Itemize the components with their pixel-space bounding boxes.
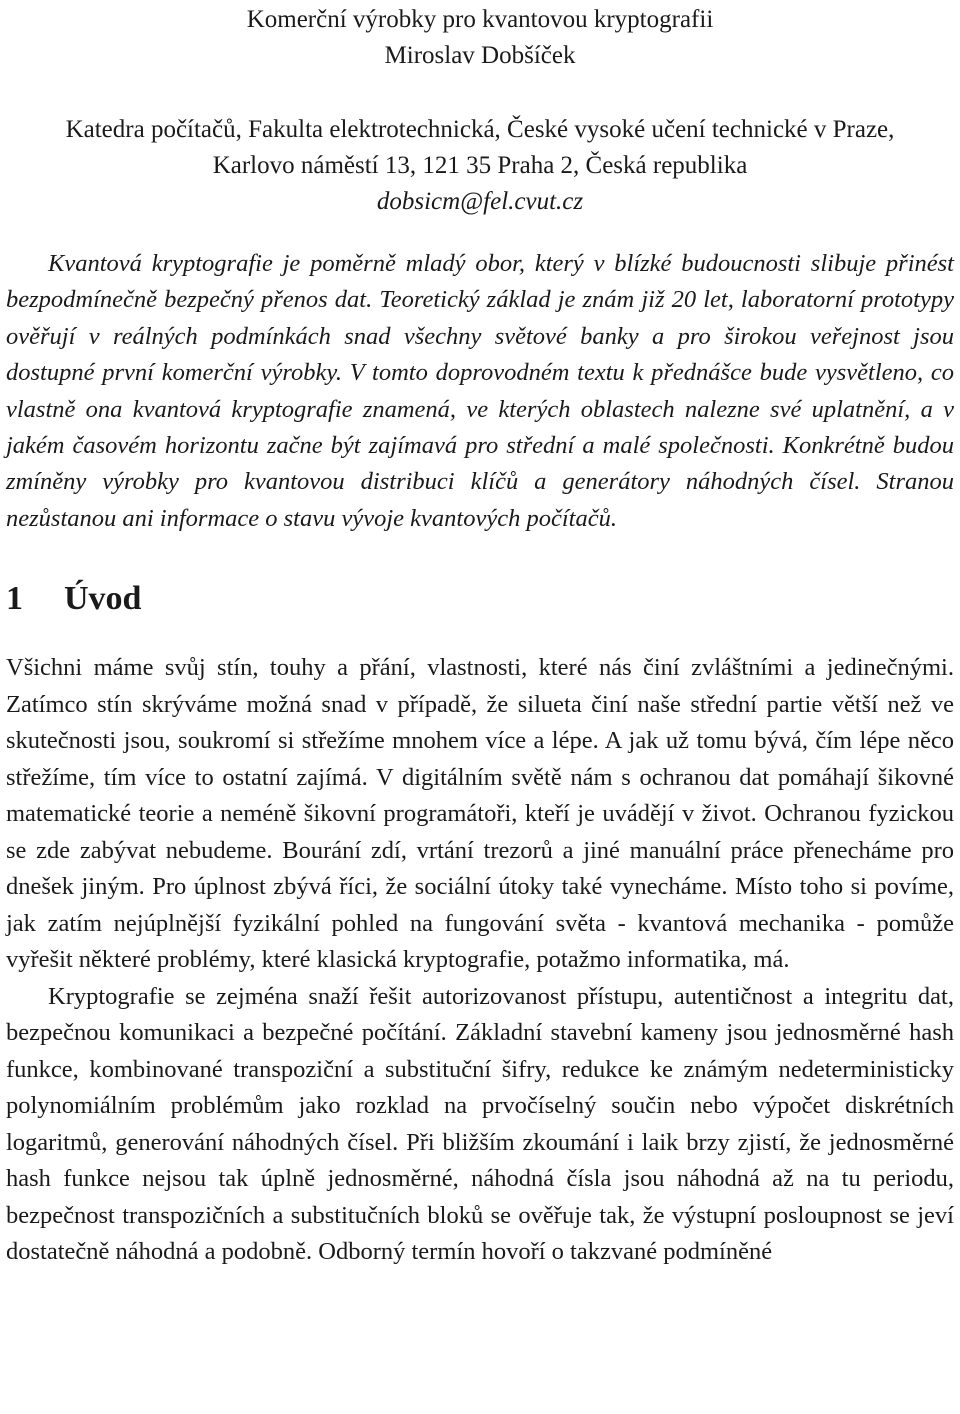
section-title: Úvod (64, 580, 142, 618)
paragraph-cryptography: Kryptografie se zejména snaží řešit autorizovanost přístupu, autentičnost a integritu dat, bezpečnou komunikaci a bezpečné počítání. Základní stavební kameny jsou jednosměrné hash funkce, kombinované transpoziční a substituční šifry, redukce ke známým nedeterministicky polynomiálním problémům jako rozklad na prvočíselný součin nebo výpočet diskrétních logaritmů, generování náhodných čísel. Při bližším zkoumání i laik brzy zjistí, že jednosměrné hash funkce nejsou tak úplně jednosměrné, náhodná čísla jsou náhodná až na tu periodu, bezpečnost transpozičních a substitučních bloků se ověřuje tak, že výstupní posloupnost se jeví dostatečně náhodná a podobně. Odborný termín hovoří o takzvané podmíněné (6, 982, 954, 1266)
affiliation-line-1: Katedra počítačů, Fakulta elektrotechnická, České vysoké učení technické v Praze, (65, 116, 895, 143)
paragraph-intro: Všichni máme svůj stín, touhy a přání, vlastnosti, které nás činí zvláštními a jedinečnými. Zatímco stín skrýváme možná snad v případě, že silueta činí naše střední partie větší než ve skutečnosti jsou, soukromí si střežíme mnohem více a lépe. A jak už tomu bývá, čím lépe něco střežíme, tím více to ostatní zajímá. V digitálním světě nám s ochranou dat pomáhají šikovné matematické teorie a neméně šikovní programátoři, kteří je uvádějí v život. Ochranou fyzickou se zde zabývat nebudeme. Bourání zdí, vrtání trezorů a jiné manuální práce přenecháme pro dnešek jiným. Pro úplnost zbývá říci, že sociální útoky také vynecháme. Místo toho si povíme, jak zatím nejúplnější fyzikální pohled na fungování světa - kvantová mechanika - pomůže vyřešit některé problémy, které klasická kryptografie, potažmo informatika, má. (6, 654, 954, 974)
author-name: Miroslav Dobšíček (384, 42, 576, 69)
paper-title: Komerční výrobky pro kvantovou kryptografii (246, 6, 714, 33)
abstract: Kvantová kryptografie je poměrně mladý obor, který v blízké budoucnosti slibuje přinést bezpodmínečně bezpečný přenos dat. Teoretický základ je znám již 20 let, laboratorní prototypy ověřují v reálných podmínkách snad všechny světové banky a pro širokou veřejnost jsou dostupné první komerční výrobky. V tomto doprovodném textu k přednášce bude vysvětleno, co vlastně ona kvantová kryptografie znamená, ve kterých oblastech nalezne své uplatnění, a v jakém časovém horizontu začne být zajímavá pro střední a malé společnosti. Konkrétně budou zmíněny výrobky pro kvantovou distribuci klíčů a generátory náhodných čísel. Stranou nezůstanou ani informace o stavu vývoje kvantových počítačů. (6, 250, 954, 532)
document-page (6, 0, 954, 1271)
affiliation-line-2: Karlovo náměstí 13, 121 35 Praha 2, Česká republika (212, 152, 748, 179)
section-heading (6, 579, 954, 619)
section-number: 1 (6, 580, 23, 618)
author-email: dobsicm@fel.cvut.cz (376, 188, 584, 215)
